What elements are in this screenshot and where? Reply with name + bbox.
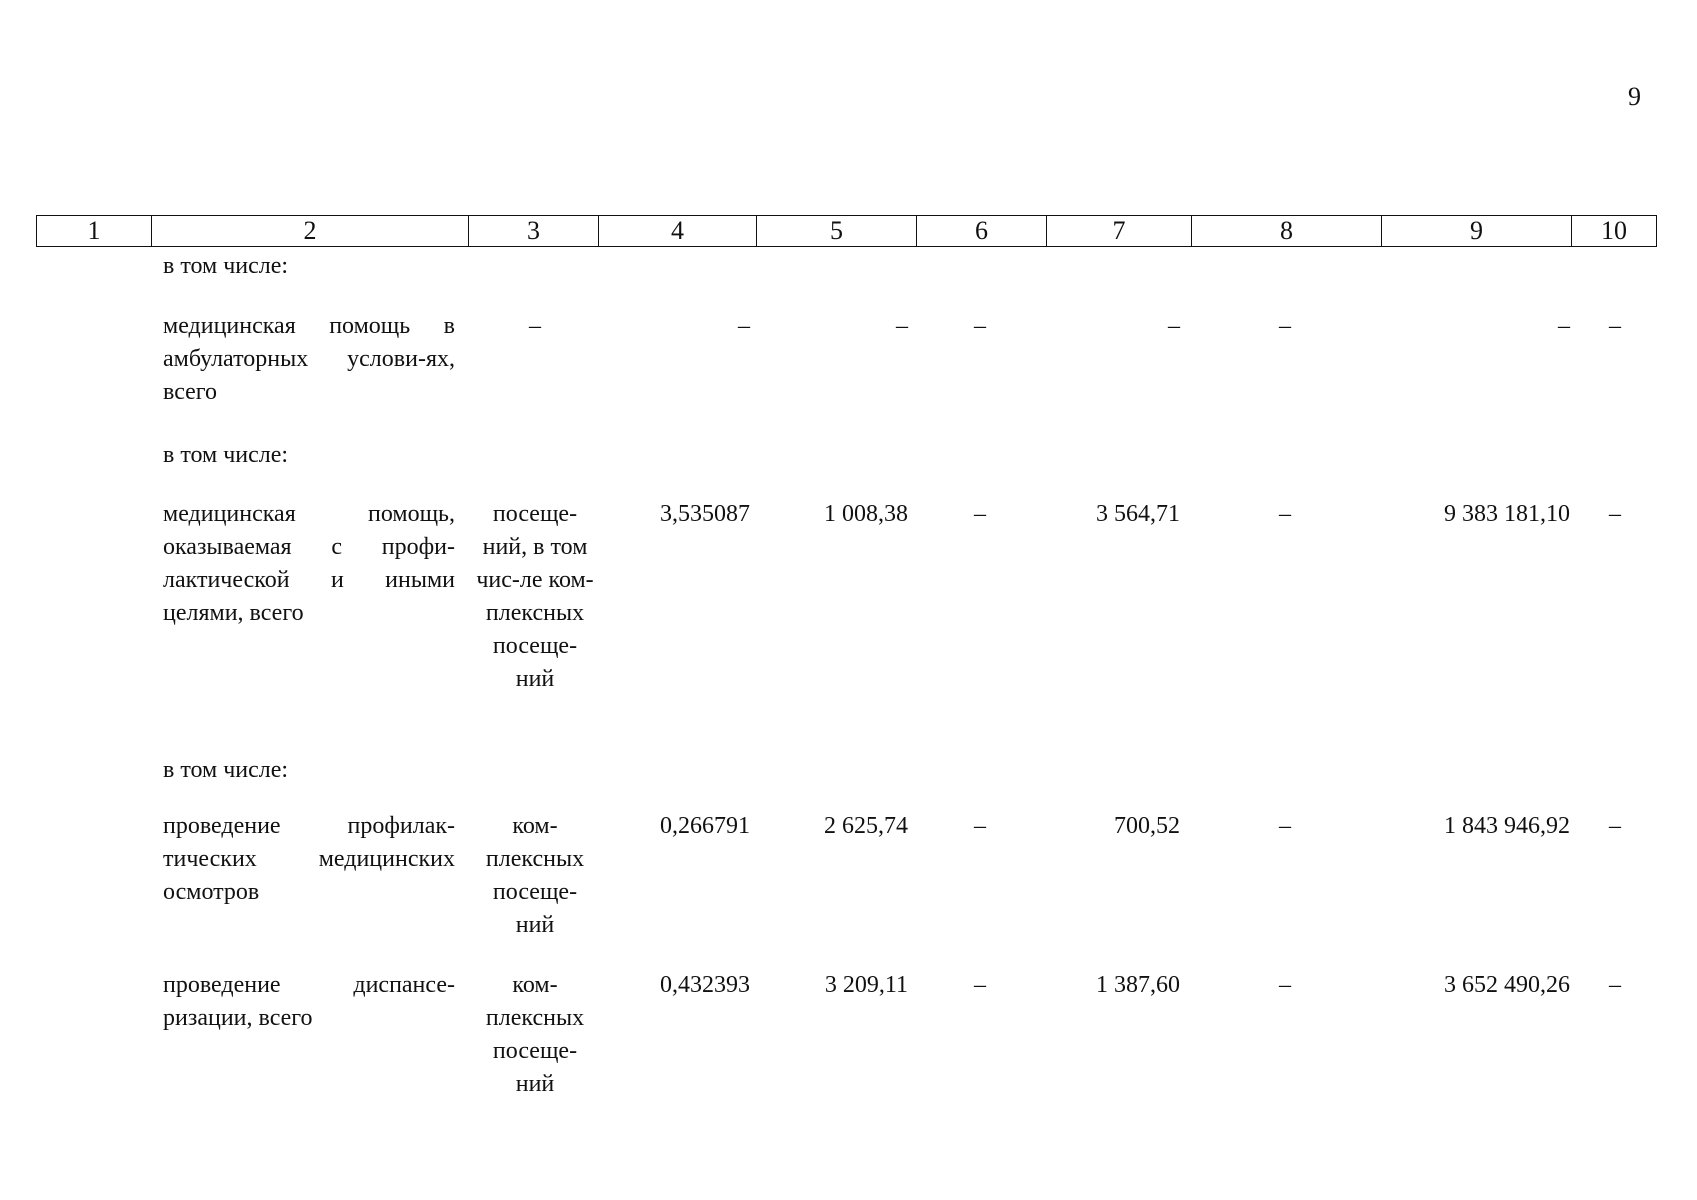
header-col-1: 1 — [37, 216, 152, 247]
column-number-header — [36, 215, 1657, 247]
row-col-10: – — [1609, 813, 1621, 839]
row-col-9: 3 652 490,26 — [1444, 972, 1570, 998]
row-col-6: – — [974, 813, 986, 839]
row-col-4: 3,535087 — [660, 501, 750, 527]
row-col-7: 3 564,71 — [1096, 501, 1180, 527]
row-col-9: – — [1558, 313, 1570, 339]
row-col-5: 1 008,38 — [824, 501, 908, 527]
including-label: в том числе: — [163, 442, 289, 468]
row-col-6: – — [974, 313, 986, 339]
row-unit: ком-плексных посеще-ний — [485, 972, 585, 1097]
row-col-5: – — [896, 313, 908, 339]
row-col-6: – — [974, 501, 986, 527]
row-description: проведение профилак-тических медицинских осмотров — [163, 813, 455, 905]
row-unit: ком-плексных посеще-ний — [485, 813, 585, 938]
header-col-9: 9 — [1382, 216, 1572, 247]
row-col-9: 9 383 181,10 — [1444, 501, 1570, 527]
row-col-7: – — [1168, 313, 1180, 339]
row-description: медицинская помощь, оказываемая с профи-лактической и иными целями, всего — [163, 501, 455, 626]
header-col-2: 2 — [152, 216, 469, 247]
row-col-10: – — [1609, 501, 1621, 527]
row-col-7: 700,52 — [1114, 813, 1180, 839]
header-col-3: 3 — [469, 216, 599, 247]
header-col-6: 6 — [917, 216, 1047, 247]
including-label: в том числе: — [163, 757, 289, 783]
row-col-5: 3 209,11 — [824, 972, 908, 998]
row-col-5: 2 625,74 — [824, 813, 908, 839]
row-description: медицинская помощь в амбулаторных услови-ях, всего — [163, 313, 455, 405]
row-col-10: – — [1609, 313, 1621, 339]
row-unit: – — [529, 313, 541, 339]
row-description: проведение диспансе-ризации, всего — [163, 972, 455, 1031]
including-label: в том числе: — [163, 253, 289, 279]
row-col-4: 0,432393 — [660, 972, 750, 998]
row-col-8: – — [1279, 813, 1291, 839]
header-col-4: 4 — [599, 216, 757, 247]
row-col-6: – — [974, 972, 986, 998]
row-col-8: – — [1279, 972, 1291, 998]
header-col-5: 5 — [757, 216, 917, 247]
row-col-8: – — [1279, 501, 1291, 527]
page-number: 9 — [1628, 82, 1641, 111]
row-col-7: 1 387,60 — [1096, 972, 1180, 998]
row-col-4: 0,266791 — [660, 813, 750, 839]
row-col-10: – — [1609, 972, 1621, 998]
header-col-7: 7 — [1047, 216, 1192, 247]
row-unit: посеще-ний, в том чис-ле ком-плексных посеще-ний — [476, 501, 594, 692]
header-col-10: 10 — [1572, 216, 1657, 247]
row-col-4: – — [738, 313, 750, 339]
row-col-9: 1 843 946,92 — [1444, 813, 1570, 839]
header-col-8: 8 — [1192, 216, 1382, 247]
row-col-8: – — [1279, 313, 1291, 339]
